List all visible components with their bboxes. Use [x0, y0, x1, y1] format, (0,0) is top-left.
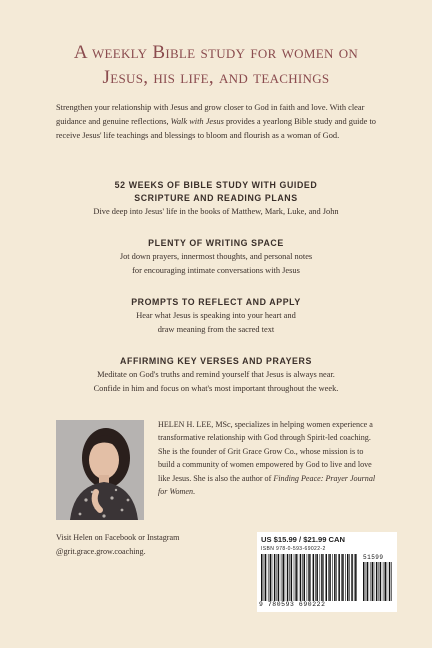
barcode-bar [334, 554, 336, 601]
intro-paragraph [56, 101, 376, 143]
barcode-bar [387, 562, 388, 601]
section-heading-line: PLENTY OF WRITING SPACE [148, 238, 284, 248]
intro-text-after: provides a yearlong Bible study and guide to receive Jesus' life teachings and blessings to bloom and flourish as a woman of God. [56, 117, 376, 140]
barcode-bar [315, 554, 316, 601]
author-bio-end: . [193, 487, 196, 497]
barcode-bar [347, 554, 349, 601]
author-bio-text: , MSc, specializes in helping women experience a transformative relationship with God through Spirit-led coaching. She is the founder of Grit Grace Grow Co., whose mission is to build a community of women empowered by God to live and love like Jesus. She is also the author of [158, 420, 373, 483]
barcode-bar [270, 554, 272, 601]
barcode-bar [272, 554, 273, 601]
barcode-bar [355, 554, 357, 601]
barcode-bar [383, 562, 384, 601]
barcode-bar [385, 562, 387, 601]
barcode-bar [321, 554, 323, 601]
barcode-bar [379, 562, 380, 601]
barcode-bar [278, 554, 280, 601]
barcode-bar [316, 554, 318, 601]
barcode-bar [307, 554, 308, 601]
section-description-line: Hear what Jesus is speaking into your heart and [136, 311, 296, 320]
barcode-bar [268, 554, 269, 601]
barcode-bar [336, 554, 337, 601]
barcode-bar [367, 562, 369, 601]
barcode-bar [291, 554, 293, 601]
barcode-bar [274, 554, 276, 601]
feature-section-weeks [30, 179, 402, 219]
barcode-bar [332, 554, 333, 601]
barcode-bar [285, 554, 286, 601]
headline-line-1: A weekly Bible study for women on [73, 42, 359, 63]
barcode-bar [283, 554, 285, 601]
social-handle: @grit.grace.grow.coaching. [56, 547, 146, 556]
author-portrait-illustration [56, 420, 144, 520]
barcode-bar [374, 562, 375, 601]
barcode-bar [372, 562, 374, 601]
barcode-bar [308, 554, 310, 601]
section-heading-line: PROMPTS TO REFLECT AND APPLY [131, 297, 301, 307]
section-description-line: for encouraging intimate conversations with Jesus [132, 266, 300, 275]
intro-text-before: Strengthen your relationship with Jesus and grow closer to God in faith and love. With clear guidance and genuine reflections, [56, 103, 365, 126]
feature-section-writing-space [30, 237, 402, 278]
barcode-bar [323, 554, 324, 601]
barcode-bar [261, 554, 263, 601]
barcode-bar [295, 554, 297, 601]
intro-book-title: Walk with Jesus [170, 117, 224, 126]
barcode-bar [294, 554, 295, 601]
addon-number: 51599 [363, 554, 384, 561]
feature-section-verses [30, 355, 402, 396]
barcode-bar [351, 554, 353, 601]
section-description-line: draw meaning from the sacred text [157, 325, 275, 334]
barcode-bar [326, 554, 328, 601]
barcode-bar [354, 554, 355, 601]
barcode-bar [289, 554, 290, 601]
barcode-bar [391, 562, 392, 601]
barcode-bar [304, 554, 306, 601]
barcode-bar [363, 562, 365, 601]
barcode-bar [264, 554, 265, 601]
isbn-barcode [261, 554, 357, 601]
author-photo [56, 420, 144, 520]
isbn-label: ISBN 978-0-593-69022-2 [261, 546, 326, 552]
section-heading-line: AFFIRMING KEY VERSES AND PRAYERS [120, 356, 312, 366]
barcode-bar [370, 562, 371, 601]
section-description-line: Jot down prayers, innermost thoughts, and personal notes [119, 252, 313, 261]
barcode-number: 9 780593 690222 [259, 601, 326, 608]
barcode-bar [281, 554, 282, 601]
headline-line-2: Jesus, his life, and teachings [102, 67, 330, 88]
barcode-bar [320, 554, 321, 601]
section-heading-line: 52 WEEKS OF BIBLE STUDY WITH GUIDED [114, 180, 318, 190]
barcode-bar [313, 554, 315, 601]
barcode-bar [338, 554, 340, 601]
barcode-bar [277, 554, 278, 601]
barcode-bar [389, 562, 391, 601]
section-heading-line: SCRIPTURE AND READING PLANS [134, 193, 298, 203]
barcode-bar [342, 554, 344, 601]
barcode-bar [341, 554, 342, 601]
headline [20, 40, 412, 90]
barcode-bar [380, 562, 382, 601]
social-line-1: Visit Helen on Facebook or Instagram [56, 533, 180, 542]
barcode-bar [349, 554, 350, 601]
barcode-bar [298, 554, 299, 601]
section-description-line: Dive deep into Jesus' life in the books of Matthew, Mark, Luke, and John [93, 207, 339, 216]
barcode-bar [345, 554, 346, 601]
author-name: HELEN H. LEE [158, 420, 212, 429]
barcode-bar [287, 554, 289, 601]
social-info [56, 531, 236, 559]
section-description-line: Meditate on God's truths and remind yourself that Jesus is always near. [97, 370, 335, 379]
barcode-panel [257, 532, 397, 612]
author-other-book: Finding Peace: Prayer Journal for Women [158, 473, 376, 497]
barcode-bar [366, 562, 367, 601]
price-addon-barcode [363, 562, 393, 601]
barcode-bar [328, 554, 329, 601]
barcode-bar [265, 554, 267, 601]
author-bio [158, 418, 376, 498]
section-description-line: Confide in him and focus on what's most important throughout the week. [93, 384, 339, 393]
barcode-bar [302, 554, 303, 601]
feature-section-prompts [30, 296, 402, 337]
price-label: US $15.99 / $21.99 CAN [261, 535, 346, 544]
barcode-bar [300, 554, 302, 601]
barcode-bar [329, 554, 331, 601]
barcode-bar [310, 554, 311, 601]
barcode-bar [376, 562, 378, 601]
